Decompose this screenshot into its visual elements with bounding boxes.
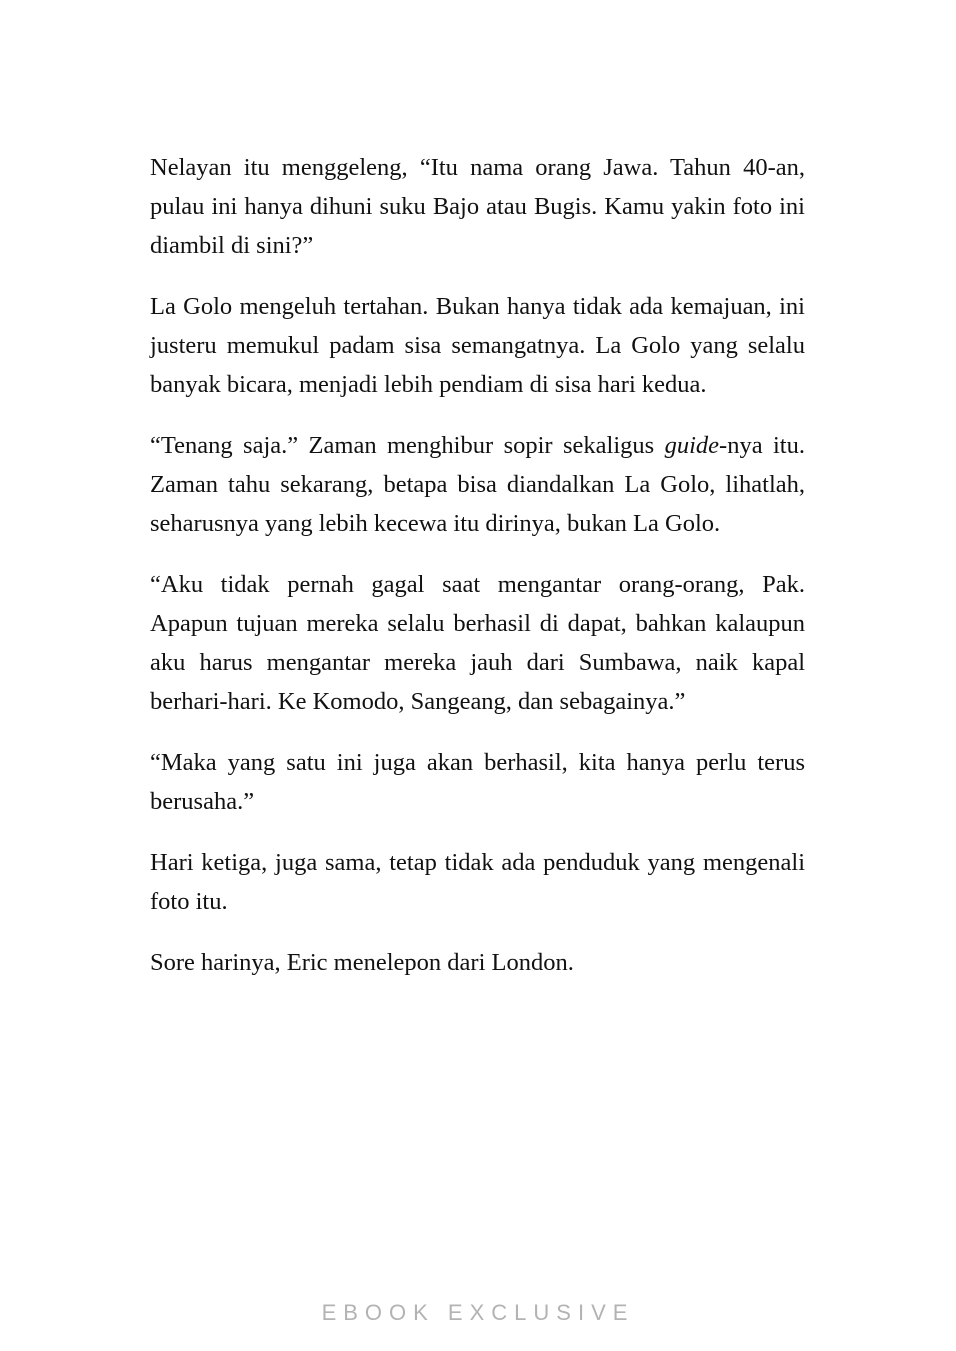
paragraph-7: Sore harinya, Eric menelepon dari London.: [150, 949, 574, 976]
paragraph-1: Nelayan itu menggeleng, “Itu nama orang Jawa. Tahun 40-an, pulau ini hanya dihuni suku Bajo atau Bugis. Kamu yakin foto ini diambil di sini?”: [150, 154, 805, 259]
body-text: [150, 148, 805, 1004]
paragraph-6: Hari ketiga, juga sama, tetap tidak ada penduduk yang mengenali foto itu.: [150, 849, 805, 915]
paragraph-3: [150, 426, 805, 543]
footer-label: EBOOK EXCLUSIVE: [321, 1300, 635, 1325]
paragraph-4: “Aku tidak pernah gagal saat mengantar orang-orang, Pak. Apapun tujuan mereka selalu berhasil di dapat, bahkan kalaupun aku harus mengantar mereka jauh dari Sumbawa, naik kapal berhari-hari. Ke Komodo, Sangeang, dan sebagainya.”: [150, 571, 805, 715]
paragraph-5: “Maka yang satu ini juga akan berhasil, kita hanya perlu terus berusaha.”: [150, 749, 805, 815]
paragraph-2: La Golo mengeluh tertahan. Bukan hanya tidak ada kemajuan, ini justeru memukul padam sisa semangatnya. La Golo yang selalu banyak bicara, menjadi lebih pendiam di sisa hari kedua.: [150, 293, 805, 398]
paragraph-3-start: “Tenang saja.” Zaman menghibur sopir sekaligus: [150, 432, 665, 459]
italic-word-guide: guide: [664, 432, 720, 459]
paragraph-3-end: -nya itu. Zaman tahu sekarang, betapa bisa diandalkan La Golo, lihatlah, seharusnya yang lebih kecewa itu dirinya, bukan La Golo.: [150, 432, 805, 537]
